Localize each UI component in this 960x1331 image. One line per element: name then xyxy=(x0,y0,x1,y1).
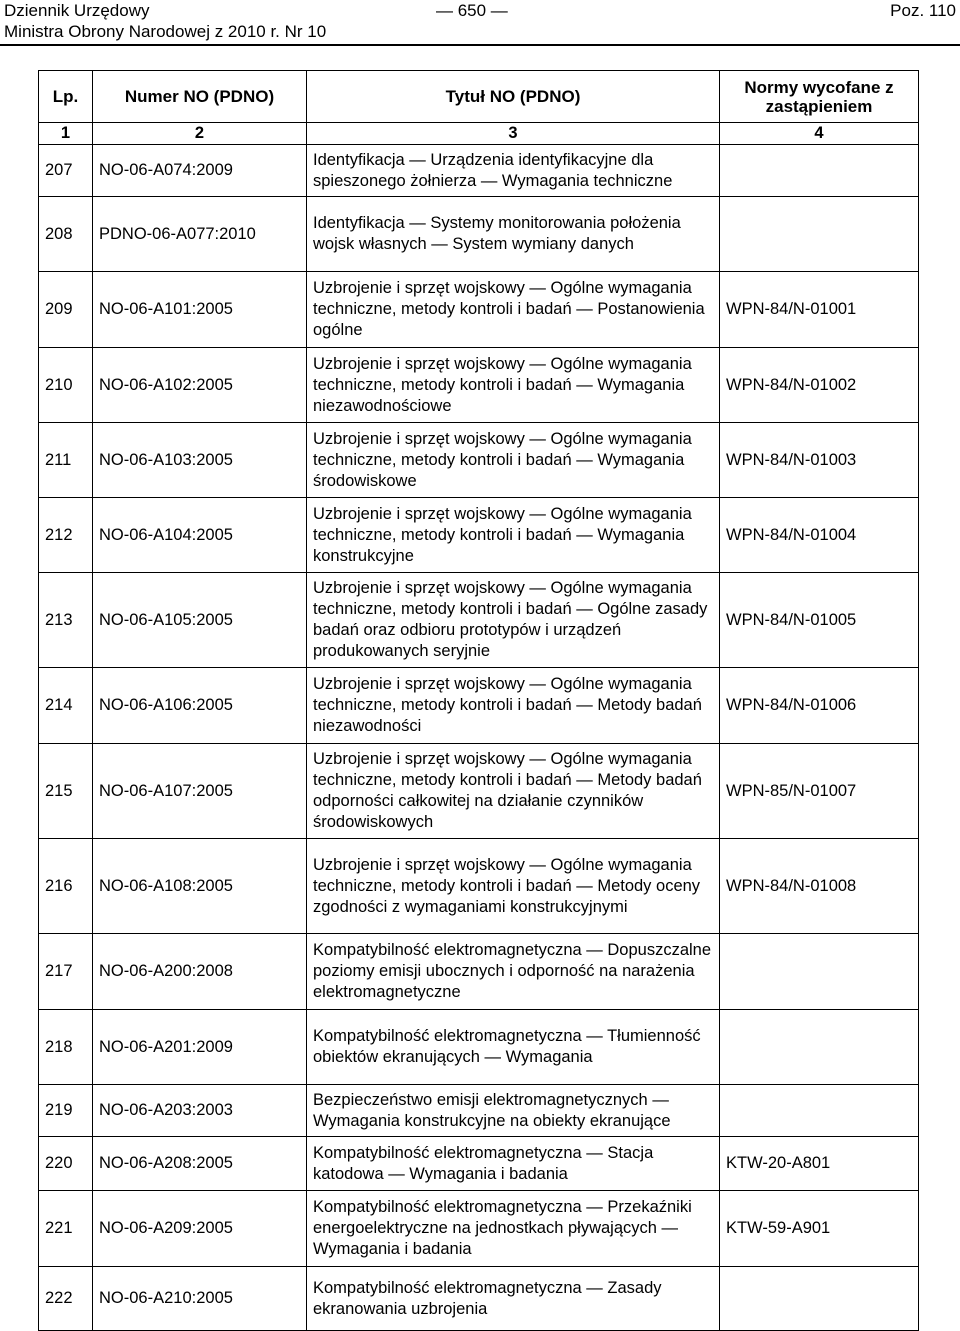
table-row xyxy=(39,1137,919,1191)
row-standard-number: NO-06-A201:2009 xyxy=(93,1010,307,1085)
row-standard-number: NO-06-A103:2005 xyxy=(93,423,307,498)
row-lp: 212 xyxy=(39,498,93,573)
row-standard-number: NO-06-A108:2005 xyxy=(93,839,307,934)
row-lp: 219 xyxy=(39,1085,93,1137)
row-standard-title: Kompatybilność elektromagnetyczna — Stacja katodowa — Wymagania i badania xyxy=(307,1137,720,1191)
row-replaced-standard: KTW-59-A901 xyxy=(720,1191,919,1267)
table-row xyxy=(39,1191,919,1267)
row-standard-title: Uzbrojenie i sprzęt wojskowy — Ogólne wymagania techniczne, metody kontroli i badań — Metody oceny zgodności z wymaganiami konstrukcyjnymi xyxy=(307,839,720,934)
row-standard-title: Kompatybilność elektromagnetyczna — Przekaźniki energoelektryczne na jednostkach pływających — Wymagania i badania xyxy=(307,1191,720,1267)
row-replaced-standard: KTW-20-A801 xyxy=(720,1137,919,1191)
column-header-replaced: Normy wycofane z zastąpieniem xyxy=(720,71,919,123)
row-replaced-standard: WPN-84/N-01003 xyxy=(720,423,919,498)
table-row xyxy=(39,744,919,839)
row-replaced-standard: WPN-84/N-01001 xyxy=(720,272,919,348)
table-row xyxy=(39,498,919,573)
header-divider xyxy=(0,44,960,46)
row-standard-number: NO-06-A203:2003 xyxy=(93,1085,307,1137)
table-row xyxy=(39,668,919,744)
row-lp: 222 xyxy=(39,1267,93,1331)
row-standard-number: NO-06-A107:2005 xyxy=(93,744,307,839)
table-row xyxy=(39,934,919,1010)
row-standard-title: Kompatybilność elektromagnetyczna — Zasady ekranowania uzbrojenia xyxy=(307,1267,720,1331)
row-standard-number: NO-06-A102:2005 xyxy=(93,348,307,423)
table-row xyxy=(39,348,919,423)
row-replaced-standard: WPN-84/N-01002 xyxy=(720,348,919,423)
row-standard-number: NO-06-A208:2005 xyxy=(93,1137,307,1191)
row-standard-number: PDNO-06-A077:2010 xyxy=(93,197,307,272)
row-standard-title: Uzbrojenie i sprzęt wojskowy — Ogólne wymagania techniczne, metody kontroli i badań — Postanowienia ogólne xyxy=(307,272,720,348)
column-number: 3 xyxy=(307,123,720,145)
row-replaced-standard xyxy=(720,1085,919,1137)
row-lp: 217 xyxy=(39,934,93,1010)
table-row xyxy=(39,423,919,498)
row-standard-number: NO-06-A105:2005 xyxy=(93,573,307,668)
row-lp: 210 xyxy=(39,348,93,423)
row-replaced-standard xyxy=(720,1267,919,1331)
row-standard-number: NO-06-A209:2005 xyxy=(93,1191,307,1267)
row-replaced-standard: WPN-85/N-01007 xyxy=(720,744,919,839)
row-standard-title: Bezpieczeństwo emisji elektromagnetycznych — Wymagania konstrukcyjne na obiekty ekranujące xyxy=(307,1085,720,1137)
row-standard-title: Kompatybilność elektromagnetyczna — Tłumienność obiektów ekranujących — Wymagania xyxy=(307,1010,720,1085)
table-row xyxy=(39,839,919,934)
row-replaced-standard: WPN-84/N-01005 xyxy=(720,573,919,668)
column-header-number: Numer NO (PDNO) xyxy=(93,71,307,123)
row-standard-title: Uzbrojenie i sprzęt wojskowy — Ogólne wymagania techniczne, metody kontroli i badań — Wymagania środowiskowe xyxy=(307,423,720,498)
row-standard-title: Identyfikacja — Systemy monitorowania położenia wojsk własnych — System wymiany danych xyxy=(307,197,720,272)
row-lp: 208 xyxy=(39,197,93,272)
row-replaced-standard: WPN-84/N-01006 xyxy=(720,668,919,744)
table-row xyxy=(39,573,919,668)
row-lp: 207 xyxy=(39,145,93,197)
row-standard-title: Identyfikacja — Urządzenia identyfikacyjne dla spieszonego żołnierza — Wymagania techniczne xyxy=(307,145,720,197)
row-standard-title: Kompatybilność elektromagnetyczna — Dopuszczalne poziomy emisji ubocznych i odporność na narażenia elektromagnetyczne xyxy=(307,934,720,1010)
page-number: — 650 — xyxy=(436,1,508,20)
row-lp: 209 xyxy=(39,272,93,348)
row-standard-title: Uzbrojenie i sprzęt wojskowy — Ogólne wymagania techniczne, metody kontroli i badań — Metody badań odporności całkowitej na działanie czynników środowiskowych xyxy=(307,744,720,839)
row-standard-title: Uzbrojenie i sprzęt wojskowy — Ogólne wymagania techniczne, metody kontroli i badań — Wymagania niezawodnościowe xyxy=(307,348,720,423)
column-number: 2 xyxy=(93,123,307,145)
row-standard-number: NO-06-A210:2005 xyxy=(93,1267,307,1331)
ministry-subtitle: Ministra Obrony Narodowej z 2010 r. Nr 10 xyxy=(4,22,327,41)
row-lp: 221 xyxy=(39,1191,93,1267)
position-number: Poz. 110 xyxy=(890,1,956,20)
row-standard-title: Uzbrojenie i sprzęt wojskowy — Ogólne wymagania techniczne, metody kontroli i badań — Metody badań niezawodności xyxy=(307,668,720,744)
row-replaced-standard xyxy=(720,145,919,197)
column-number-row xyxy=(39,123,919,145)
row-standard-number: NO-06-A104:2005 xyxy=(93,498,307,573)
row-lp: 216 xyxy=(39,839,93,934)
table-body xyxy=(39,145,919,1331)
row-standard-number: NO-06-A074:2009 xyxy=(93,145,307,197)
row-replaced-standard xyxy=(720,1010,919,1085)
column-number: 4 xyxy=(720,123,919,145)
row-standard-number: NO-06-A101:2005 xyxy=(93,272,307,348)
row-standard-number: NO-06-A106:2005 xyxy=(93,668,307,744)
row-lp: 218 xyxy=(39,1010,93,1085)
row-standard-title: Uzbrojenie i sprzęt wojskowy — Ogólne wymagania techniczne, metody kontroli i badań — Ogólne zasady badań oraz odbioru prototypów i urządzeń produkowanych seryjnie xyxy=(307,573,720,668)
table-row xyxy=(39,145,919,197)
page-header xyxy=(0,0,960,48)
row-replaced-standard xyxy=(720,197,919,272)
row-lp: 220 xyxy=(39,1137,93,1191)
row-standard-number: NO-06-A200:2008 xyxy=(93,934,307,1010)
table-row xyxy=(39,197,919,272)
row-lp: 215 xyxy=(39,744,93,839)
table-header-row xyxy=(39,71,919,123)
standards-table xyxy=(38,70,919,1331)
column-header-lp: Lp. xyxy=(39,71,93,123)
row-standard-title: Uzbrojenie i sprzęt wojskowy — Ogólne wymagania techniczne, metody kontroli i badań — Wymagania konstrukcyjne xyxy=(307,498,720,573)
row-replaced-standard: WPN-84/N-01008 xyxy=(720,839,919,934)
column-number: 1 xyxy=(39,123,93,145)
row-lp: 214 xyxy=(39,668,93,744)
row-lp: 211 xyxy=(39,423,93,498)
column-header-title: Tytuł NO (PDNO) xyxy=(307,71,720,123)
row-replaced-standard xyxy=(720,934,919,1010)
row-lp: 213 xyxy=(39,573,93,668)
journal-title: Dziennik Urzędowy xyxy=(4,1,150,20)
table-row xyxy=(39,1010,919,1085)
row-replaced-standard: WPN-84/N-01004 xyxy=(720,498,919,573)
table-row xyxy=(39,1085,919,1137)
table-row xyxy=(39,272,919,348)
table-row xyxy=(39,1267,919,1331)
